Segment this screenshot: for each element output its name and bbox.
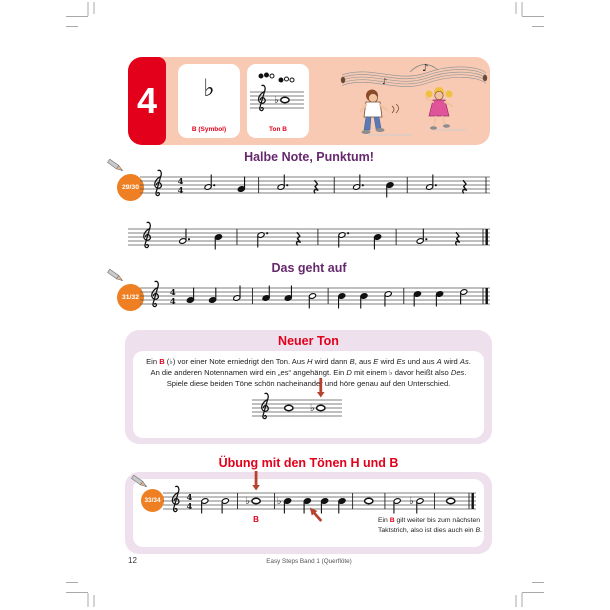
svg-text:4: 4: [177, 184, 184, 195]
page-number: 12: [128, 556, 137, 565]
music-staff: [140, 258, 490, 328]
pencil-icon: [105, 266, 127, 286]
footer-title: Easy Steps Band 1 (Querflöte): [266, 558, 352, 565]
svg-text:4: 4: [186, 500, 193, 511]
track-badge-33-34: [141, 489, 164, 512]
svg-text:4: 4: [169, 287, 176, 298]
track-badge-label: 31/32: [121, 294, 139, 301]
song-title-2: Das geht auf: [271, 261, 347, 275]
symbol-card: [178, 64, 240, 138]
svg-text:♭: ♭: [245, 496, 250, 507]
svg-text:♪: ♪: [382, 77, 388, 86]
tone-card: [247, 64, 309, 138]
annotation-text: Ein B gilt weiter bis zum nächsten Taktstrich, also ist dies auch ein B.: [378, 517, 482, 534]
svg-text:♭: ♭: [276, 496, 282, 507]
info-text: Ein B (♭) vor einer Note erniedrigt den Ton. Aus H wird dann B, aus E wird Es und aus A wird As. An die anderen Notennamen wird ein „es“ angehängt. Ein D mit einem ♭ davor heißt also Des. Spiele diese beiden Töne schön nacheinander und höre genau auf den Unterschied.: [146, 357, 471, 388]
svg-text:4: 4: [177, 176, 184, 187]
symbol-card-caption: B (Symbol): [191, 126, 227, 133]
staff-song2: [140, 258, 490, 328]
svg-text:♪: ♪: [422, 63, 429, 74]
tone-card-caption: Ton B: [269, 126, 287, 133]
svg-text:♭: ♭: [309, 403, 315, 414]
track-badge-label: 33/34: [144, 497, 161, 504]
unit-number-label: 4: [136, 80, 158, 121]
tone-card-staff: [250, 62, 304, 132]
info-panel-title: Neuer Ton: [278, 334, 339, 348]
music-staff: [250, 62, 304, 132]
svg-text:B: B: [253, 515, 259, 524]
music-staff: [252, 370, 342, 440]
track-badge-label: 29/30: [121, 184, 139, 191]
pencil-icon: [105, 156, 127, 176]
dancing-children-illustration: [340, 62, 488, 140]
svg-text:4: 4: [186, 492, 193, 503]
flat-symbol: ♭: [203, 74, 215, 102]
exercise-title: Übung mit den Tönen H und B: [218, 456, 399, 470]
unit-number: [128, 57, 166, 145]
staff-neuer-ton: [252, 370, 342, 440]
song-title-1: Halbe Note, Punktum!: [244, 150, 374, 164]
svg-text:♭: ♭: [409, 496, 414, 507]
svg-text:4: 4: [169, 295, 176, 306]
svg-text:♭: ♭: [274, 95, 279, 106]
